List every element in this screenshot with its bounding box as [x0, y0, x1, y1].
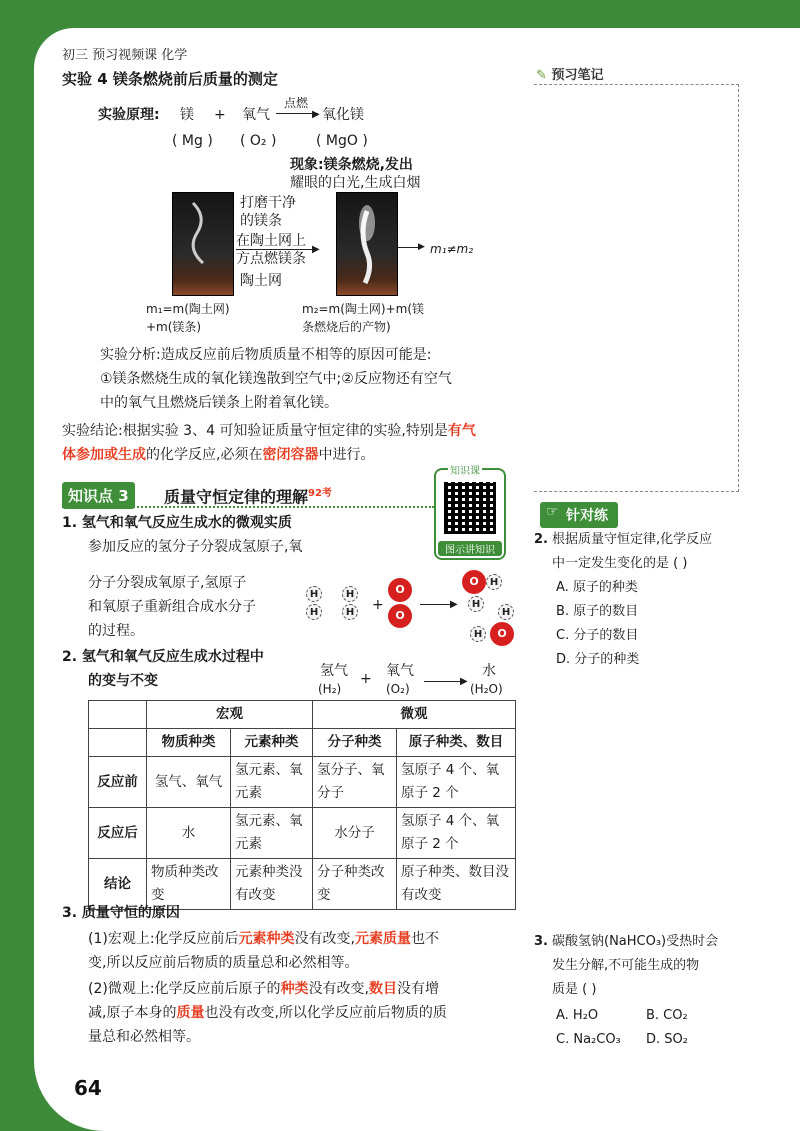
qr-code-card[interactable] [434, 468, 506, 560]
table-cell: 分子种类改变 [313, 859, 397, 910]
q3-stem-2: 发生分解,不可能生成的物 [552, 958, 700, 973]
page-number: 64 [74, 1076, 102, 1100]
principle-label: 实验原理: [98, 107, 160, 123]
magnesium-ribbon-icon [173, 193, 233, 295]
formula-mgo: ( MgO ) [316, 133, 368, 149]
header-macro: 宏观 [147, 701, 313, 729]
diagram-plus: + [372, 597, 384, 613]
reason-text: 减,原子本身的 [88, 1005, 177, 1021]
exam-count-badge: 92考 [308, 488, 332, 499]
q2-number: 2. [534, 532, 548, 547]
section-1-line4: 的过程。 [88, 623, 144, 639]
row-label: 反应后 [89, 808, 147, 859]
m2-formula-2: 条燃烧后的产物) [302, 320, 391, 334]
reason-text: (2)微观上:化学反应前后原子的 [88, 981, 281, 997]
compare-m1-m2: m₁≠m₂ [430, 242, 474, 256]
reason-2-line1 [88, 978, 439, 1000]
qr-top-label: 知识课 [448, 462, 482, 477]
reason-text: (1)宏观上:化学反应前后 [88, 931, 239, 947]
process-arrow [236, 249, 316, 250]
section-1-line1: 参加反应的氢分子分裂成氢原子,氧 [88, 539, 303, 555]
table-cell: 氢元素、氧元素 [231, 808, 313, 859]
q3-number: 3. [534, 934, 548, 949]
comparison-table [88, 700, 516, 910]
label-ribbon-2: 的镁条 [240, 213, 282, 229]
hydrogen-atom: H [306, 604, 322, 620]
hydrogen-atom: H [486, 574, 502, 590]
table-cell: 氢分子、氧分子 [313, 757, 397, 808]
reason-highlight: 质量 [176, 1005, 205, 1021]
arrow-head-icon: ▶ [450, 599, 458, 610]
oxygen-atom: O [490, 622, 514, 646]
reason-text: 没有改变, [294, 931, 356, 947]
analysis-line3: 中的氧气且燃烧后镁条上附着氧化镁。 [100, 395, 338, 411]
table-cell: 物质种类改变 [147, 859, 231, 910]
table-corner-2 [89, 729, 147, 757]
table-cell: 氢原子 4 个、氧原子 2 个 [397, 808, 516, 859]
eq2-arrow [424, 681, 464, 682]
q2-option-c[interactable]: C. 分子的数目 [556, 628, 639, 643]
reason-highlight: 元素种类 [238, 931, 295, 947]
row-label: 反应前 [89, 757, 147, 808]
col-header: 分子种类 [313, 729, 397, 757]
oxygen-atom: O [388, 604, 412, 628]
diagram-arrow [420, 604, 454, 605]
label-ribbon-1: 打磨干净 [240, 195, 296, 211]
table-corner [89, 701, 147, 729]
knowledge-point-tag: 知识点 3 [62, 482, 135, 509]
section-1-title: 1. 氢气和氧气反应生成水的微观实质 [62, 515, 292, 531]
conclusion-text-1: 实验结论:根据实验 3、4 可知验证质量守恒定律的实验,特别是 [62, 423, 448, 439]
conclusion-highlight-2: 体参加或生成 [62, 447, 146, 463]
hydrogen-atom: H [306, 586, 322, 602]
col-header: 物质种类 [147, 729, 231, 757]
table-cell: 氢气、氧气 [147, 757, 231, 808]
arrow-head-icon: ▶ [460, 676, 468, 687]
eq-condition: 点燃 [284, 96, 309, 110]
eq-o2: 氧气 [242, 107, 270, 123]
photo-before [172, 192, 234, 296]
header-micro: 微观 [313, 701, 516, 729]
arrow-head-icon: ▶ [312, 244, 320, 255]
section-2-title-1: 2. 氢气和氧气反应生成水过程中 [62, 649, 264, 665]
label-gauze: 陶土网 [240, 273, 282, 289]
eq2-o2-formula: (O₂) [386, 682, 410, 696]
reason-text: 也不 [411, 931, 440, 947]
label-ignite-2: 方点燃镁条 [236, 251, 306, 267]
arrow-head-icon: ▶ [312, 109, 320, 120]
reason-1-line2: 变,所以反应前后物质的质量总和必然相等。 [88, 955, 359, 971]
analysis-line2: ①镁条燃烧生成的氧化镁逸散到空气中;②反应物还有空气 [100, 371, 452, 387]
eq2-h2: 氢气 [320, 663, 348, 679]
conclusion-text-3: 中进行。 [318, 447, 375, 463]
reason-highlight: 元素质量 [355, 931, 412, 947]
col-header: 原子种类、数目 [397, 729, 516, 757]
q3-option-c[interactable]: C. Na₂CO₃ [556, 1032, 621, 1047]
m2-formula-1: m₂=m(陶土网)+m(镁 [302, 302, 425, 316]
m1-formula-2: +m(镁条) [146, 320, 202, 334]
table-cell: 原子种类、数目没有改变 [397, 859, 516, 910]
targeted-practice-label: 针对练 [566, 508, 608, 524]
eq2-h2-formula: (H₂) [318, 682, 342, 696]
targeted-practice-tag [540, 502, 618, 528]
table-cell: 氢元素、氧元素 [231, 757, 313, 808]
reason-text: 也没有改变,所以化学反应前后物质的质 [204, 1005, 447, 1021]
knowledge-point-underline [62, 506, 434, 508]
table-cell: 氢原子 4 个、氧原子 2 个 [397, 757, 516, 808]
experiment-4-title: 实验 4 镁条燃烧前后质量的测定 [62, 70, 278, 88]
hydrogen-atom: H [342, 604, 358, 620]
row-label: 结论 [89, 859, 147, 910]
q3-stem-1: 碳酸氢钠(NaHCO₃)受热时会 [552, 934, 719, 949]
oxygen-atom: O [462, 570, 486, 594]
eq2-h2o: 水 [482, 663, 496, 679]
section-3-title: 3. 质量守恒的原因 [62, 905, 180, 921]
q2-option-d[interactable]: D. 分子的种类 [556, 652, 640, 667]
qr-code-icon [444, 482, 496, 534]
oxygen-atom: O [388, 578, 412, 602]
conclusion-text-2: 的化学反应,必须在 [146, 447, 263, 463]
reason-2-line3: 量总和必然相等。 [88, 1029, 200, 1045]
conclusion-line1 [62, 420, 476, 442]
label-ignite-1: 在陶土网上 [236, 233, 306, 249]
table-cell: 水 [147, 808, 231, 859]
eq2-h2o-formula: (H₂O) [470, 682, 503, 696]
q2-option-b[interactable]: B. 原子的数目 [556, 604, 639, 619]
hydrogen-atom: H [468, 596, 484, 612]
phenomenon-line1: 现象:镁条燃烧,发出 [290, 157, 413, 173]
photo-after [336, 192, 398, 296]
formula-mg: ( Mg ) [172, 133, 213, 149]
formula-o2: ( O₂ ) [240, 133, 277, 149]
section-1-line3: 和氧原子重新组合成水分子 [88, 599, 256, 615]
reason-text: 没有增 [397, 981, 440, 997]
knowledge-point-title [164, 484, 332, 507]
eq2-o2: 氧气 [386, 663, 414, 679]
notes-title [536, 64, 603, 83]
table-cell: 元素种类没有改变 [231, 859, 313, 910]
knowledge-point-title-text: 质量守恒定律的理解 [164, 487, 309, 507]
phenomenon-line2: 耀眼的白光,生成白烟 [290, 175, 421, 191]
table-cell: 水分子 [313, 808, 397, 859]
hydrogen-atom: H [498, 604, 514, 620]
notes-title-text: 预习笔记 [551, 68, 604, 83]
table-row [89, 808, 516, 859]
q3-option-a[interactable]: A. H₂O [556, 1008, 599, 1023]
section-1-line2: 分子分裂成氧原子,氢原子 [88, 575, 247, 591]
q3-stem-3[interactable]: 质是 ( ) [552, 982, 597, 997]
eq-mg: 镁 [180, 107, 194, 123]
m1-formula-1: m₁=m(陶土网) [146, 302, 230, 316]
conclusion-highlight-3: 密闭容器 [262, 447, 319, 463]
q2-stem-2[interactable]: 中一定发生变化的是 ( ) [552, 556, 688, 571]
reason-1-line1 [88, 928, 439, 950]
conclusion-line2 [62, 444, 374, 466]
burning-ribbon-icon [337, 193, 397, 295]
pen-icon: ✎ [536, 68, 547, 83]
table-row [89, 757, 516, 808]
q3-option-d[interactable]: D. SO₂ [646, 1032, 688, 1047]
reason-2-line2 [88, 1002, 447, 1024]
eq-plus: + [214, 107, 226, 123]
eq-mgo: 氧化镁 [322, 107, 364, 123]
conclusion-highlight-1: 有气 [447, 423, 476, 439]
q2-option-a[interactable]: A. 原子的种类 [556, 580, 638, 595]
qr-caption: 图示讲知识 [438, 541, 502, 556]
arrow-head-icon: ▶ [418, 242, 425, 252]
reason-highlight: 种类 [280, 981, 309, 997]
col-header: 元素种类 [231, 729, 313, 757]
hydrogen-atom: H [470, 626, 486, 642]
q2-stem-1: 根据质量守恒定律,化学反应 [552, 532, 713, 547]
notes-box [534, 84, 739, 492]
reason-highlight: 数目 [369, 981, 398, 997]
eq2-plus: + [360, 671, 372, 687]
q3-option-b[interactable]: B. CO₂ [646, 1008, 688, 1023]
analysis-line1: 实验分析:造成反应前后物质质量不相等的原因可能是: [100, 347, 432, 363]
hydrogen-atom: H [342, 586, 358, 602]
running-header: 初三 预习视频课 化学 [62, 48, 188, 63]
hand-pointer-icon: ☞ [546, 504, 559, 520]
reason-text: 没有改变, [308, 981, 370, 997]
section-2-title-2: 的变与不变 [88, 673, 158, 689]
